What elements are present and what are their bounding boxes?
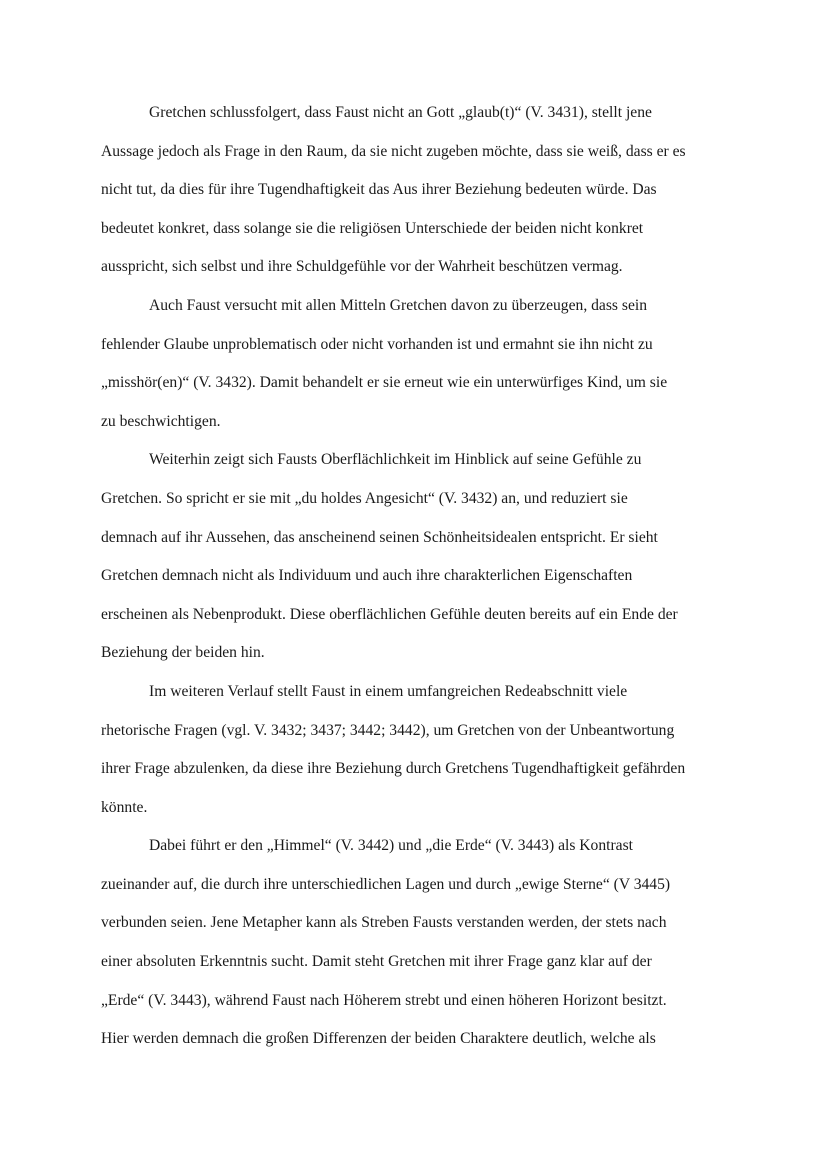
document-body — [101, 94, 729, 1059]
text-line: Beziehung der beiden hin. — [101, 644, 265, 662]
text-line: nicht tut, da dies für ihre Tugendhaftigkeit das Aus ihrer Beziehung bedeuten würde. Das — [101, 181, 657, 199]
text-line: verbunden seien. Jene Metapher kann als Streben Fausts verstanden werden, der stets nach — [101, 914, 667, 932]
text-line: rhetorische Fragen (vgl. V. 3432; 3437; 3442; 3442), um Gretchen von der Unbeantwortung — [101, 721, 675, 739]
text-line: Gretchen demnach nicht als Individuum und auch ihre charakterlichen Eigenschaften — [101, 567, 633, 585]
text-line: fehlender Glaube unproblematisch oder nicht vorhanden ist und ermahnt sie ihn nicht zu — [101, 335, 653, 353]
text-line: einer absoluten Erkenntnis sucht. Damit steht Gretchen mit ihrer Frage ganz klar auf der — [101, 953, 652, 971]
text-line: Aussage jedoch als Frage in den Raum, da sie nicht zugeben möchte, dass sie weiß, dass er es — [101, 142, 686, 160]
paragraph-2 — [101, 287, 729, 441]
paragraph-5 — [101, 827, 729, 1059]
text-line: Dabei führt er den „Himmel“ (V. 3442) und „die Erde“ (V. 3443) als Kontrast — [149, 837, 633, 855]
text-line: Hier werden demnach die großen Differenzen der beiden Charaktere deutlich, welche als — [101, 1030, 656, 1048]
text-line: ausspricht, sich selbst und ihre Schuldgefühle vor der Wahrheit beschützen vermag. — [101, 258, 623, 276]
text-line: Im weiteren Verlauf stellt Faust in einem umfangreichen Redeabschnitt viele — [149, 682, 628, 700]
text-line: „Erde“ (V. 3443), während Faust nach Höherem strebt und einen höheren Horizont besitzt. — [101, 991, 667, 1009]
text-line: erscheinen als Nebenprodukt. Diese oberflächlichen Gefühle deuten bereits auf ein Ende der — [101, 605, 678, 623]
text-line: ihrer Frage abzulenken, da diese ihre Beziehung durch Gretchens Tugendhaftigkeit gefährden — [101, 760, 686, 778]
paragraph-3 — [101, 441, 729, 673]
text-line: bedeutet konkret, dass solange sie die religiösen Unterschiede der beiden nicht konkret — [101, 219, 644, 237]
text-line: Gretchen schlussfolgert, dass Faust nicht an Gott „glaub(t)“ (V. 3431), stellt jene — [149, 104, 652, 121]
text-line: könnte. — [101, 798, 148, 816]
text-line: demnach auf ihr Aussehen, das anscheinend seinen Schönheitsidealen entspricht. Er sieht — [101, 528, 658, 546]
paragraph-1 — [101, 94, 729, 287]
text-line: Weiterhin zeigt sich Fausts Oberflächlichkeit im Hinblick auf seine Gefühle zu — [149, 451, 642, 469]
text-line: zu beschwichtigen. — [101, 412, 221, 430]
text-line: Gretchen. So spricht er sie mit „du holdes Angesicht“ (V. 3432) an, und reduziert sie — [101, 489, 628, 507]
text-line: Auch Faust versucht mit allen Mitteln Gretchen davon zu überzeugen, dass sein — [149, 296, 647, 314]
text-line: „misshör(en)“ (V. 3432). Damit behandelt er sie erneut wie ein unterwürfiges Kind, um sie — [101, 374, 668, 392]
paragraph-4 — [101, 673, 729, 827]
text-line: zueinander auf, die durch ihre unterschiedlichen Lagen und durch „ewige Sterne“ (V 3445) — [101, 875, 671, 893]
